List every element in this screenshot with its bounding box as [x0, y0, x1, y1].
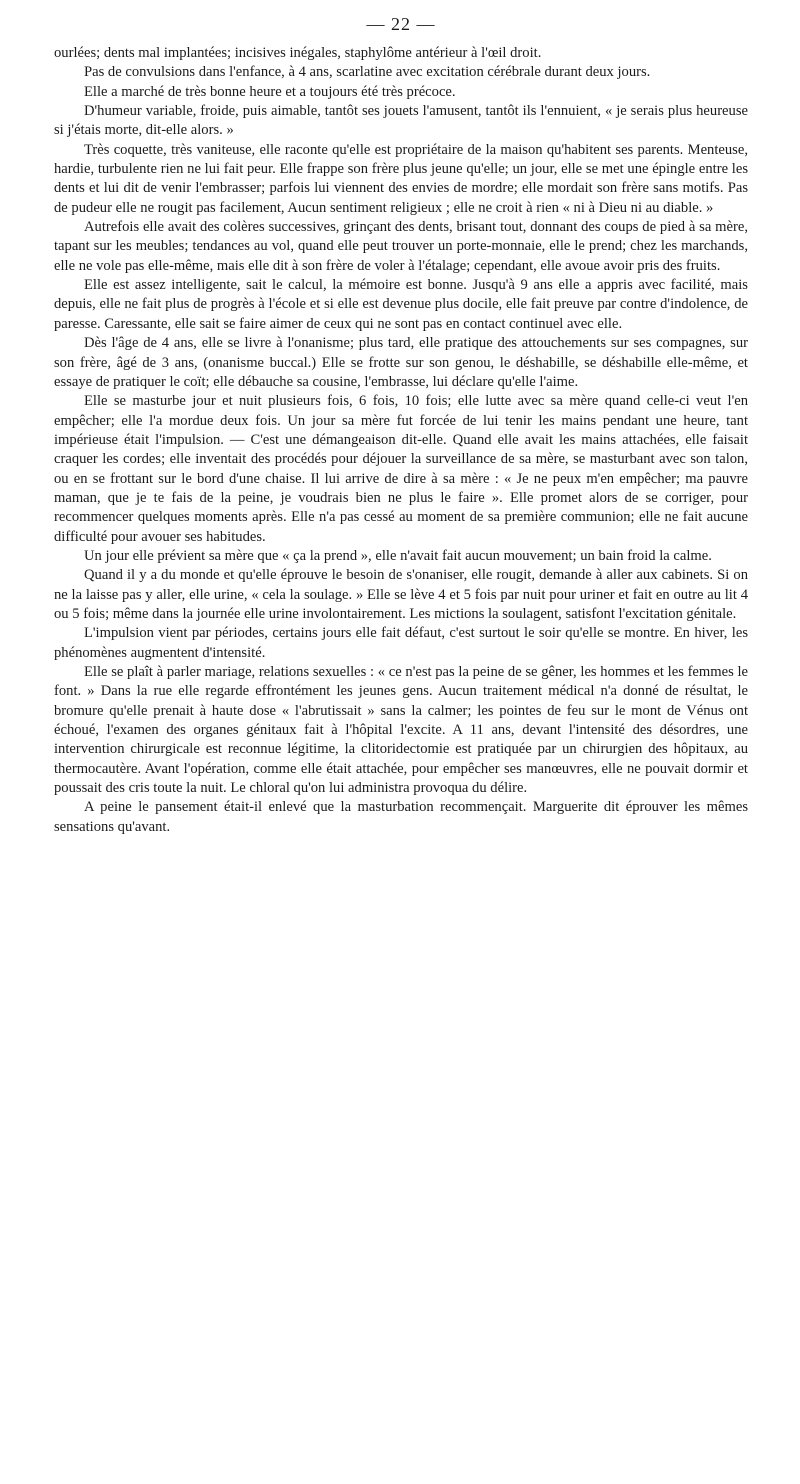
- paragraph: Pas de convulsions dans l'enfance, à 4 ans, scarlatine avec excitation cérébrale durant deux jours.: [84, 64, 651, 81]
- paragraph: Elle se plaît à parler mariage, relations sexuelles : « ce n'est pas la peine de se gêner, les hommes et les femmes le font. » Dans la rue elle regarde effrontément les jeunes gens. Aucun traitement médical n'a donné de résultat, le bromure qu'elle prenait à haute dose « l'abrutissait » sans la calmer; les pointes de feu sur le mont de Vénus ont échoué, l'examen des organes génitaux fait à l'hôpital l'excite. A 11 ans, devant l'intensité des désordres, une intervention chirurgicale est reconnue légitime, la clitoridectomie est pratiquée par un chirurgien des hôpitaux, au thermocautère. Avant l'opération, comme elle était attachée, pour empêcher ses manœuvres, elle ne pouvait dormir et poussait des cris toute la nuit. Le chloral qu'on lui administra provoqua du délire.: [54, 664, 748, 797]
- paragraph: L'impulsion vient par périodes, certains jours elle fait défaut, c'est surtout le soir qu'elle se montre. En hiver, les phénomènes augmentent d'intensité.: [54, 625, 748, 661]
- paragraph: Dès l'âge de 4 ans, elle se livre à l'onanisme; plus tard, elle pratique des attouchements sur ses compagnes, sur son frère, âgé de 3 ans, (onanisme buccal.) Elle se frotte sur son genou, le déshabille, se déshabille elle-même, et essaye de pratiquer le coït; elle débauche sa cousine, l'embrasse, lui déclare qu'elle l'aime.: [54, 335, 748, 390]
- paragraph: D'humeur variable, froide, puis aimable, tantôt ses jouets l'amusent, tantôt ils l'ennuient, « je serais plus heureuse si j'étais morte, dit-elle alors. »: [54, 103, 748, 139]
- paragraph: Elle se masturbe jour et nuit plusieurs fois, 6 fois, 10 fois; elle lutte avec sa mère quand celle-ci veut l'en empêcher; elle l'a mordue deux fois. Un jour sa mère fut forcée de lui tenir les mains pendant une heure, tant impérieuse était l'impulsion. — C'est une démangeaison dit-elle. Quand elle avait les mains attachées, elle faisait craquer les cordes; elle inventait des procédés pour déjouer la surveillance de sa mère, se masturbant avec son talon, ou en se frottant sur le bord d'une chaise. Il lui arrive de dire à sa mère : « Je ne peux m'en empêcher; ma pauvre maman, que je te fais de la peine, je voudrais bien ne plus le faire ». Elle promet alors de se corriger, pour recommencer quelques moments après. Elle n'a pas cessé au moment de sa première communion; elle ne fait aucune difficulté pour avouer ses habitudes.: [54, 393, 748, 545]
- paragraph: Autrefois elle avait des colères successives, grinçant des dents, brisant tout, donnant des coups de pied à sa mère, tapant sur les meubles; tendances au vol, quand elle peut trouver un porte-monnaie, elle le prend; chez les marchands, elle ne vole pas elle-même, mais elle dit à son frère de voler à l'étalage; cependant, elle avoue avoir pris des fruits.: [54, 219, 748, 274]
- paragraph: Elle a marché de très bonne heure et a toujours été très précoce.: [84, 83, 456, 100]
- paragraph: Elle est assez intelligente, sait le calcul, la mémoire est bonne. Jusqu'à 9 ans elle a appris avec facilité, mais depuis, elle ne fait plus de progrès à l'école et si elle est devenue plus docile, elle fait preuve par contre d'indolence, de paresse. Caressante, elle sait se faire aimer de ceux qui ne sont pas en contact continuel avec elle.: [54, 277, 748, 332]
- paragraph: Quand il y a du monde et qu'elle éprouve le besoin de s'onaniser, elle rougit, demande à aller aux cabinets. Si on ne la laisse pas y aller, elle urine, « cela la soulage. » Elle se lève 4 et 5 fois par nuit pour uriner et fait en outre au lit 4 ou 5 fois; même dans la journée elle urine involontairement. Les mictions la soulagent, satisfont l'excitation génitale.: [54, 567, 748, 622]
- paragraph: Très coquette, très vaniteuse, elle raconte qu'elle est propriétaire de la maison qu'habitent ses parents. Menteuse, hardie, turbulente rien ne lui fait peur. Elle frappe son frère plus jeune qu'elle; un jour, elle se met une épingle entre les dents et lui dit de venir l'embrasser; parfois lui viennent des envies de mordre; elle mordait son frère sans motifs. Pas de pudeur elle ne rougit pas facilement, Aucun sentiment religieux ; elle ne croit à rien « ni à Dieu ni au diable. »: [54, 141, 748, 216]
- paragraph: A peine le pansement était-il enlevé que la masturbation recommençait. Marguerite dit éprouver les mêmes sensations qu'avant.: [54, 799, 748, 835]
- page-number: — 22 —: [366, 14, 436, 34]
- paragraph: ourlées; dents mal implantées; incisives inégales, staphylôme antérieur à l'œil droit.: [54, 45, 542, 61]
- paragraph: Un jour elle prévient sa mère que « ça la prend », elle n'avait fait aucun mouvement; un bain froid la calme.: [84, 547, 712, 564]
- body-text: [54, 44, 748, 837]
